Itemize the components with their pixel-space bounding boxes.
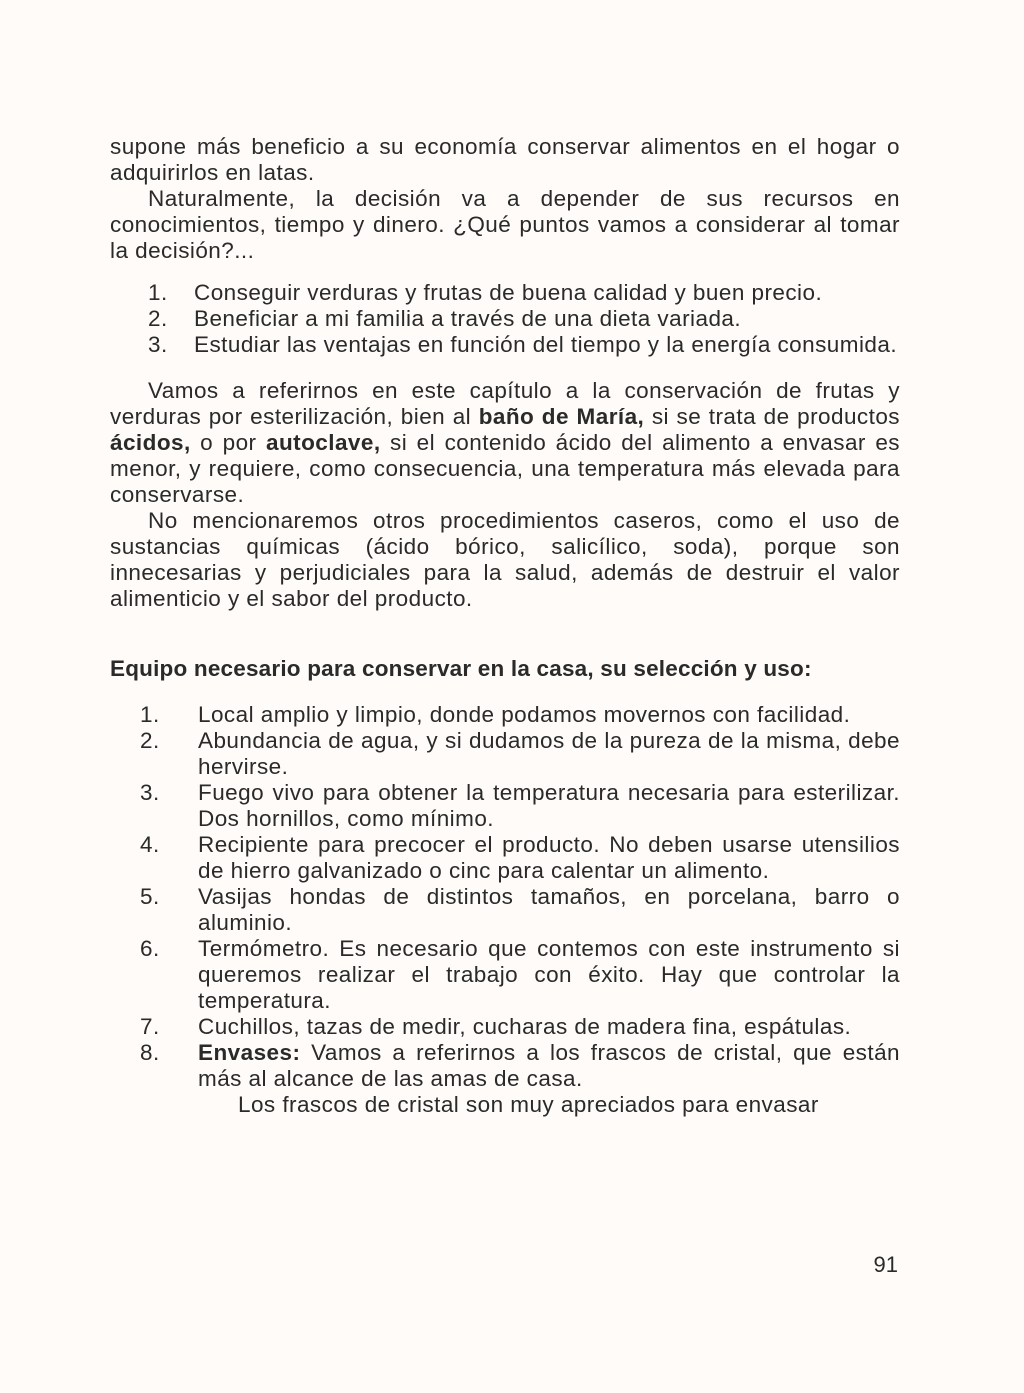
conservation-text: si el contenido ácido del alimento a envasar es menor, y requiere, como consecuencia, una temperatura más elevada para conservarse. bbox=[110, 430, 900, 507]
list-item bbox=[110, 832, 900, 884]
list-item-text: Recipiente para precocer el producto. No deben usarse utensilios de hierro galvanizado o cinc para calentar un alimento. bbox=[198, 832, 900, 883]
acidos-term: ácidos, bbox=[110, 430, 191, 455]
list-item bbox=[110, 936, 900, 1014]
list-item-number: 2. bbox=[140, 728, 160, 753]
autoclave-term: autoclave, bbox=[265, 430, 381, 455]
list-item-number: 7. bbox=[140, 1014, 160, 1039]
list-item-number: 1. bbox=[148, 280, 168, 305]
list-item-number: 1. bbox=[140, 702, 160, 727]
list-item bbox=[110, 884, 900, 936]
envases-continuation: Los frascos de cristal son muy apreciados para envasar bbox=[238, 1092, 819, 1117]
list-item-text: Fuego vivo para obtener la temperatura necesaria para esterilizar. Dos hornillos, como mínimo. bbox=[198, 780, 900, 831]
list-item-text: Abundancia de agua, y si dudamos de la pureza de la misma, debe hervirse. bbox=[198, 728, 900, 779]
page-number: 91 bbox=[873, 1252, 898, 1277]
envases-label: Envases: bbox=[198, 1040, 301, 1065]
list-item-number: 2. bbox=[148, 306, 168, 331]
list-item-text: Termómetro. Es necesario que contemos con este instrumento si queremos realizar el trabajo con éxito. Hay que controlar la temperatura. bbox=[198, 936, 900, 1013]
list-item-number: 5. bbox=[140, 884, 160, 909]
list-item-text: Estudiar las ventajas en función del tiempo y la energía consumida. bbox=[194, 332, 898, 357]
decision-paragraph: Naturalmente, la decisión va a depender de sus recursos en conocimientos, tiempo y dinero. ¿Qué puntos vamos a considerar al tomar la decisión?... bbox=[110, 186, 900, 263]
list-item bbox=[110, 1040, 900, 1118]
list-item-number: 3. bbox=[148, 332, 168, 357]
conservation-text: si se trata de productos bbox=[644, 404, 900, 429]
page-body bbox=[110, 134, 900, 1118]
intro-paragraph: supone más beneficio a su economía conservar alimentos en el hogar o adquirirlos en latas. bbox=[110, 134, 900, 185]
list-item-text: Vamos a referirnos a los frascos de cristal, que están más al alcance de las amas de casa. bbox=[198, 1040, 900, 1091]
bano-de-maria-term: baño de María, bbox=[478, 404, 645, 429]
list-item bbox=[110, 280, 900, 306]
list-item-text: Vasijas hondas de distintos tamaños, en porcelana, barro o aluminio. bbox=[198, 884, 900, 935]
list-item bbox=[110, 702, 900, 728]
equipment-list bbox=[110, 702, 900, 1118]
list-item-number: 4. bbox=[140, 832, 160, 857]
list-item-text: Cuchillos, tazas de medir, cucharas de madera fina, espátulas. bbox=[198, 1014, 852, 1039]
conservation-text: Vamos a referirnos en este capítulo a la conservación de frutas y verduras por esterilización, bien al bbox=[110, 378, 900, 429]
list-item-number: 3. bbox=[140, 780, 160, 805]
list-item bbox=[110, 780, 900, 832]
equipment-heading: Equipo necesario para conservar en la casa, su selección y uso: bbox=[110, 656, 812, 681]
list-item-number: 8. bbox=[140, 1040, 160, 1065]
list-item bbox=[110, 332, 900, 358]
list-item-text: Beneficiar a mi familia a través de una dieta variada. bbox=[194, 306, 742, 331]
list-item bbox=[110, 306, 900, 332]
conservation-paragraph bbox=[110, 378, 900, 508]
considerations-list bbox=[110, 280, 900, 358]
list-item-number: 6. bbox=[140, 936, 160, 961]
list-item bbox=[110, 1014, 900, 1040]
list-item bbox=[110, 728, 900, 780]
no-mention-paragraph: No mencionaremos otros procedimientos caseros, como el uso de sustancias químicas (ácido bórico, salicílico, soda), porque son innecesarias y perjudiciales para la salud, además de destruir el valor alimenticio y el sabor del producto. bbox=[110, 508, 900, 611]
conservation-text: o por bbox=[190, 430, 266, 455]
list-item-text: Conseguir verduras y frutas de buena calidad y buen precio. bbox=[194, 280, 823, 305]
list-item-text: Local amplio y limpio, donde podamos movernos con facilidad. bbox=[198, 702, 851, 727]
